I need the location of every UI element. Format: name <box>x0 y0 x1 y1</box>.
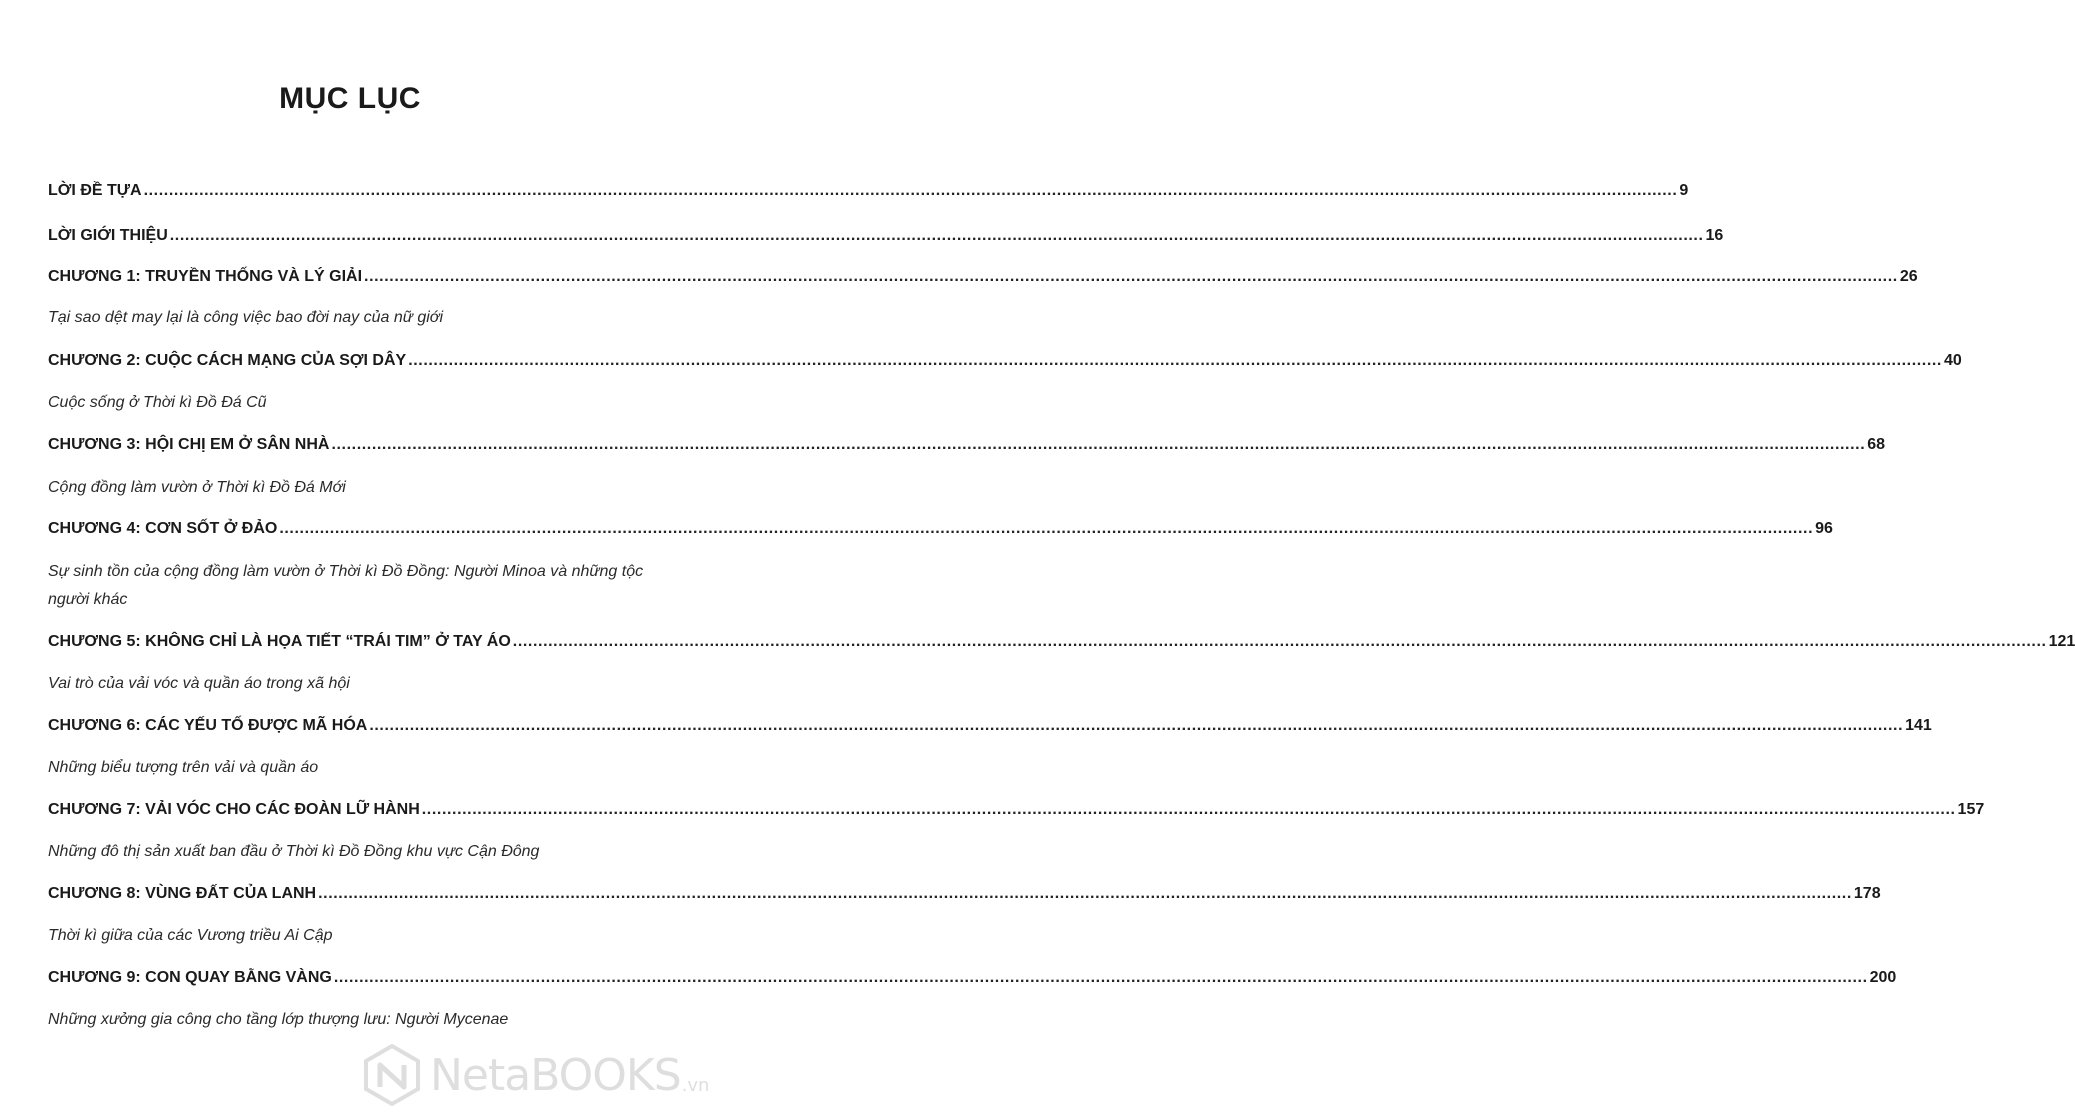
toc-entry-chapter-1[interactable] <box>48 268 1918 286</box>
dot-leader <box>369 717 1903 735</box>
toc-page-number: 121 <box>2048 633 2075 650</box>
toc-entry-chapter-2[interactable] <box>48 352 1962 370</box>
dot-leader <box>513 633 2047 651</box>
dot-leader <box>279 520 1813 538</box>
toc-entry-label: CHƯƠNG 7: VẢI VÓC CHO CÁC ĐOÀN LỮ HÀNH <box>48 801 420 818</box>
toc-chapter-subtitle: Thời kì giữa của các Vương triều Ai Cập <box>48 927 333 944</box>
toc-chapter-subtitle: Cộng đồng làm vườn ở Thời kì Đồ Đá Mới <box>48 479 346 496</box>
netabooks-watermark <box>360 1040 709 1110</box>
dot-leader <box>408 352 1942 370</box>
toc-entry-label: CHƯƠNG 8: VÙNG ĐẤT CỦA LANH <box>48 885 317 902</box>
toc-page-number: 200 <box>1869 969 1897 986</box>
toc-page-number: 16 <box>1705 227 1724 244</box>
toc-page-number: 141 <box>1905 717 1932 734</box>
toc-page-number: 157 <box>1957 801 1985 818</box>
toc-entry-chapter-4[interactable] <box>48 520 1833 538</box>
toc-chapter-subtitle: Những biểu tượng trên vải và quần áo <box>48 759 319 776</box>
toc-chapter-subtitle: Cuộc sống ở Thời kì Đồ Đá Cũ <box>48 394 267 411</box>
dot-leader <box>144 182 1678 200</box>
watermark-suffix: .vn <box>681 1075 710 1096</box>
netabooks-logo-icon <box>360 1043 424 1107</box>
toc-entry-label: CHƯƠNG 2: CUỘC CÁCH MẠNG CỦA SỢI DÂY <box>48 352 407 369</box>
watermark-text: NetaBOOKS <box>430 1049 681 1101</box>
toc-page-number: 40 <box>1943 352 1962 369</box>
toc-entry-chapter-5[interactable] <box>48 633 2075 651</box>
dot-leader <box>422 801 1956 819</box>
toc-entry-label: CHƯƠNG 1: TRUYỀN THỐNG VÀ LÝ GIẢI <box>48 268 363 285</box>
toc-chapter-subtitle: Sự sinh tồn của cộng đồng làm vườn ở Thời kì Đồ Đồng: Người Minoa và những tộc người khác <box>48 563 644 608</box>
toc-page-number: 68 <box>1867 436 1886 453</box>
toc-entry-chapter-8[interactable] <box>48 885 1881 903</box>
dot-leader <box>334 969 1868 987</box>
toc-page-number: 26 <box>1899 268 1918 285</box>
toc-entry-label: CHƯƠNG 5: KHÔNG CHỈ LÀ HỌA TIẾT “TRÁI TIM” Ở TAY ÁO <box>48 633 511 650</box>
toc-chapter-subtitle: Những xưởng gia công cho tầng lớp thượng lưu: Người Mycenae <box>48 1011 509 1028</box>
toc-page-number: 178 <box>1853 885 1881 902</box>
toc-entry-label: LỜI ĐỀ TỰA <box>48 182 142 199</box>
toc-entry-label: CHƯƠNG 9: CON QUAY BẰNG VÀNG <box>48 969 332 986</box>
dot-leader <box>331 436 1865 454</box>
toc-entry-label: CHƯƠNG 4: CƠN SỐT Ở ĐẢO <box>48 520 278 537</box>
toc-page-number: 9 <box>1679 182 1689 199</box>
toc-chapter-subtitle: Những đô thị sản xuất ban đầu ở Thời kì Đồ Đồng khu vực Cận Đông <box>48 843 540 860</box>
toc-entry-chapter-3[interactable] <box>48 436 1886 454</box>
toc-entry-label: CHƯƠNG 3: HỘI CHỊ EM Ở SÂN NHÀ <box>48 436 330 453</box>
dot-leader <box>364 268 1898 286</box>
toc-entry-chapter-7[interactable] <box>48 801 1985 819</box>
toc-chapter-subtitle: Vai trò của vải vóc và quần áo trong xã hội <box>48 675 350 692</box>
dot-leader <box>318 885 1852 903</box>
page-title: MỤC LỤC <box>279 82 421 115</box>
toc-page-number: 96 <box>1815 520 1833 537</box>
toc-entry-preface[interactable] <box>48 182 1689 200</box>
toc-chapter-subtitle: Tại sao dệt may lại là công việc bao đời nay của nữ giới <box>48 309 444 326</box>
toc-entry-introduction[interactable] <box>48 227 1724 245</box>
toc-entry-chapter-9[interactable] <box>48 969 1897 987</box>
toc-entry-label: LỜI GIỚI THIỆU <box>48 227 168 244</box>
toc-entry-chapter-6[interactable] <box>48 717 1932 735</box>
toc-entry-label: CHƯƠNG 6: CÁC YẾU TỐ ĐƯỢC MÃ HÓA <box>48 717 368 734</box>
dot-leader <box>170 227 1704 245</box>
